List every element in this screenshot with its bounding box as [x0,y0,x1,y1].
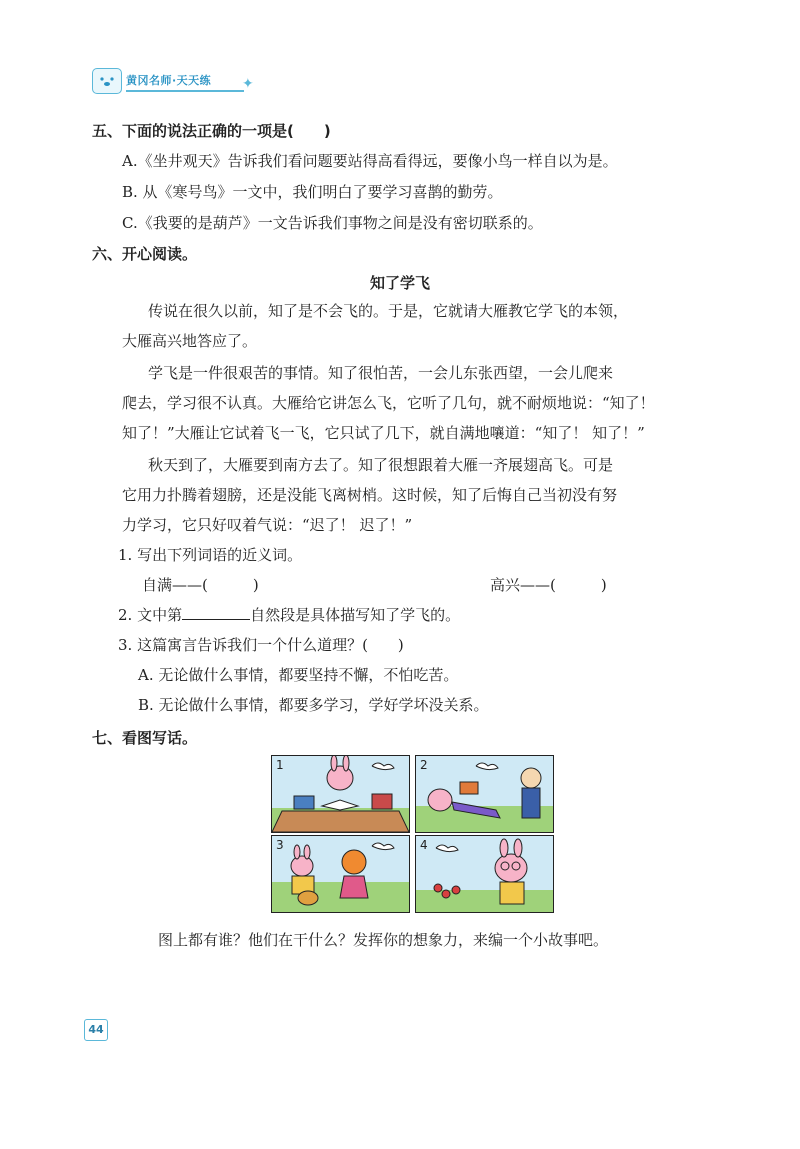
panel-4-illustration [416,836,553,912]
q6-sub1-b: 高兴——( ) [490,576,607,594]
header-brand [92,66,272,98]
bear-logo-icon [92,68,122,94]
brand-title: 黄冈名师·天天练 [126,74,212,87]
q6-sub2-after: 自然段是具体描写知了学飞的。 [250,606,461,624]
panel-number: 3 [276,838,284,852]
story-line: 大雁高兴地答应了。 [122,332,258,350]
panel-number: 2 [420,758,428,772]
story-line: 知了！”大雁让它试着飞一飞，它只试了几下，就自满地嚷道：“知了！ 知了！” [122,424,645,442]
panel-2-illustration [416,756,553,832]
story-line: 它用力扑腾着翅膀，还是没能飞离树梢。这时候，知了后悔自己当初没有努 [122,486,618,504]
q6-sub3-b: B. 无论做什么事情，都要多学习，学好学坏没关系。 [138,696,489,714]
q5-title: 五、下面的说法正确的一项是( ) [92,122,331,140]
q7-prompt: 图上都有谁？他们在干什么？发挥你的想象力，来编一个小故事吧。 [158,931,609,949]
brand-underline [126,90,244,92]
comic-panel-4 [415,835,554,913]
panel-1-illustration [272,756,409,832]
q5-option-a: A.《坐井观天》告诉我们看问题要站得高看得远，要像小鸟一样自以为是。 [122,152,618,170]
comic-panel-1 [271,755,410,833]
q6-sub1: 1. 写出下列词语的近义词。 [118,546,303,564]
comic-strip [271,755,552,914]
story-line: 力学习，它只好叹着气说：“迟了！ 迟了！” [122,516,413,534]
q5-option-b: B. 从《寒号鸟》一文中，我们明白了要学习喜鹊的勤劳。 [122,183,503,201]
q6-sub2-before: 2. 文中第 [118,606,183,624]
story-line: 传说在很久以前，知了是不会飞的。于是，它就请大雁教它学飞的本领， [148,302,629,320]
comic-panel-3 [271,835,410,913]
q6-title: 六、开心阅读。 [92,245,198,263]
panel-3-illustration [272,836,409,912]
q5-option-c: C.《我要的是葫芦》一文告诉我们事物之间是没有密切联系的。 [122,214,543,232]
story-title: 知了学飞 [370,274,431,292]
panel-number: 1 [276,758,284,772]
q6-sub1-a: 自满——( ) [142,576,259,594]
q6-sub3: 3. 这篇寓言告诉我们一个什么道理？( ) [118,636,404,654]
sparkle-icon: ✦ [242,76,254,92]
q6-sub2 [118,604,460,625]
q6-sub3-a: A. 无论做什么事情，都要坚持不懈，不怕吃苦。 [138,666,459,684]
fill-blank[interactable] [182,605,250,620]
story-line: 爬去，学习很不认真。大雁给它讲怎么飞，它听了几句，就不耐烦地说：“知了！ [122,394,655,412]
q7-title: 七、看图写话。 [92,729,198,747]
story-line: 秋天到了，大雁要到南方去了。知了很想跟着大雁一齐展翅高飞。可是 [148,456,614,474]
page-number: 44 [84,1019,108,1041]
panel-number: 4 [420,838,428,852]
comic-panel-2 [415,755,554,833]
story-line: 学飞是一件很艰苦的事情。知了很怕苦，一会儿东张西望，一会儿爬来 [148,364,614,382]
